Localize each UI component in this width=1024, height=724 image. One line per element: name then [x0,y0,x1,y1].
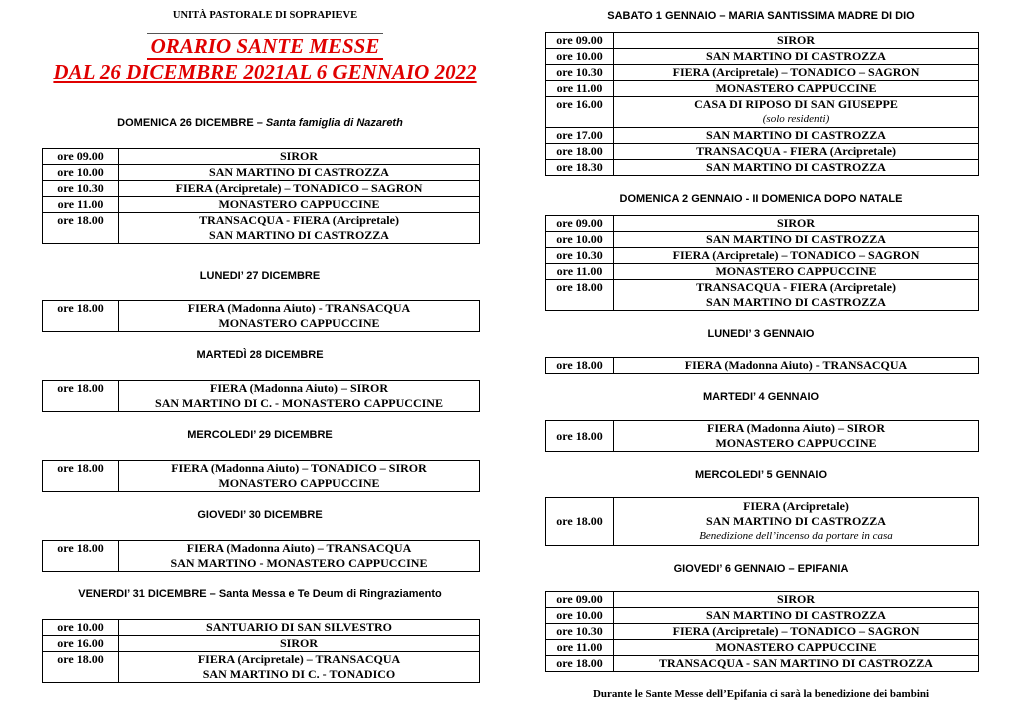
table-row [546,128,979,144]
mass-time: ore 18.00 [546,144,614,160]
mass-location: FIERA (Madonna Aiuto) - TRANSACQUA [614,358,979,374]
mass-location: SIROR [119,149,480,165]
mass-location-line: FIERA (Madonna Aiuto) – TRANSACQUA [186,541,412,555]
table-row [546,81,979,97]
mass-location-line: FIERA (Madonna Aiuto) - TRANSACQUA [187,301,411,315]
mass-location: MONASTERO CAPPUCCINE [614,81,979,97]
mass-time: ore 18.00 [43,652,119,683]
mass-time: ore 10.30 [546,65,614,81]
mass-time: ore 09.00 [546,592,614,608]
table-row [546,97,979,128]
footer-note: Durante le Sante Messe dell’Epifania ci sarà la benedizione dei bambini [592,688,930,700]
mass-location: FIERA (Arcipretale) – TONADICO – SAGRON [614,65,979,81]
table-row [43,541,480,572]
mass-location [119,461,480,492]
day-heading-feast: Santa famiglia di Nazareth [265,117,403,129]
mass-time: ore 10.30 [546,248,614,264]
mass-time: ore 10.30 [43,181,119,197]
mass-location-line: FIERA (Arcipretale) – TRANSACQUA [197,652,401,666]
mass-location [614,280,979,311]
schedule-table-5-gennaio [545,497,979,546]
table-row [546,358,979,374]
day-heading-28-dicembre: MARTEDÌ 28 DICEMBRE [196,349,324,361]
mass-location-line: FIERA (Madonna Aiuto) – SIROR [209,381,389,395]
table-row [43,165,480,181]
schedule-table-3-gennaio [545,357,979,374]
schedule-table-26-dicembre [42,148,480,244]
mass-time: ore 10.00 [546,608,614,624]
mass-time: ore 18.00 [546,498,614,546]
table-row [43,620,480,636]
mass-time: ore 10.00 [43,165,119,181]
day-heading-26-dicembre [40,117,480,129]
page-title [60,34,470,59]
mass-location: SIROR [119,636,480,652]
mass-location: SAN MARTINO DI CASTROZZA [614,128,979,144]
schedule-table-29-dicembre [42,460,480,492]
mass-time: ore 18.00 [43,381,119,412]
mass-time: ore 11.00 [546,264,614,280]
mass-time: ore 18.30 [546,160,614,176]
mass-time: ore 11.00 [43,197,119,213]
mass-time: ore 09.00 [546,33,614,49]
mass-location [119,381,480,412]
mass-note: (solo residenti) [762,113,830,125]
table-row [43,181,480,197]
table-row [546,160,979,176]
mass-location-line: TRANSACQUA - FIERA (Arcipretale) [696,280,896,294]
mass-time: ore 09.00 [546,216,614,232]
table-row [43,213,480,244]
schedule-table-31-dicembre [42,619,480,683]
day-heading-29-dicembre: MERCOLEDI’ 29 DICEMBRE [187,429,333,441]
mass-location: TRANSACQUA - FIERA (Arcipretale) [614,144,979,160]
table-row [546,498,979,546]
table-row [43,301,480,332]
table-row [43,636,480,652]
mass-time: ore 18.00 [546,358,614,374]
mass-time: ore 11.00 [546,81,614,97]
schedule-table-4-gennaio [545,420,979,452]
mass-location: SIROR [614,33,979,49]
mass-location-line: SAN MARTINO DI C. - TONADICO [202,667,396,681]
mass-time: ore 10.30 [546,624,614,640]
organization-name: UNITÀ PASTORALE DI SOPRAPIEVE [172,10,358,21]
table-row [43,197,480,213]
table-row [546,280,979,311]
mass-location-line: FIERA (Arcipretale) [743,499,849,513]
mass-location: MONASTERO CAPPUCCINE [119,197,480,213]
mass-location: SAN MARTINO DI CASTROZZA [119,165,480,181]
table-row [546,144,979,160]
schedule-table-28-dicembre [42,380,480,412]
mass-location: SAN MARTINO DI CASTROZZA [614,608,979,624]
mass-location: SANTUARIO DI SAN SILVESTRO [119,620,480,636]
schedule-table-6-gennaio [545,591,979,672]
table-row [43,652,480,683]
schedule-table-1-gennaio [545,32,979,176]
mass-location [119,213,480,244]
page-subtitle: DAL 26 DICEMBRE 2021AL 6 GENNAIO 2022 [53,60,477,84]
mass-location: FIERA (Arcipretale) – TONADICO – SAGRON [614,248,979,264]
mass-location: SIROR [614,592,979,608]
mass-location-line: FIERA (Madonna Aiuto) – SIROR [706,421,886,435]
day-heading-27-dicembre: LUNEDI’ 27 DICEMBRE [199,270,321,282]
mass-time: ore 18.00 [43,541,119,572]
mass-time: ore 09.00 [43,149,119,165]
mass-location-line: CASA DI RIPOSO DI SAN GIUSEPPE [694,97,898,111]
mass-location-line: SAN MARTINO DI CASTROZZA [209,228,389,242]
mass-location: SAN MARTINO DI CASTROZZA [614,232,979,248]
mass-time: ore 18.00 [546,280,614,311]
day-heading-text: DOMENICA 26 DICEMBRE – [117,117,266,129]
table-row [546,624,979,640]
mass-time: ore 16.00 [43,636,119,652]
table-row [546,608,979,624]
mass-location: TRANSACQUA - SAN MARTINO DI CASTROZZA [614,656,979,672]
day-heading-2-gennaio: DOMENICA 2 GENNAIO - II DOMENICA DOPO NATALE [619,193,903,205]
mass-location [614,498,979,546]
table-row [546,264,979,280]
mass-location [614,421,979,452]
day-heading-31-dicembre: VENERDI’ 31 DICEMBRE – Santa Messa e Te Deum di Ringraziamento [78,588,442,600]
table-row [546,33,979,49]
mass-location-line: SAN MARTINO DI CASTROZZA [706,295,886,309]
table-row [546,656,979,672]
table-row [546,216,979,232]
table-row [43,381,480,412]
mass-location: FIERA (Arcipretale) – TONADICO – SAGRON [614,624,979,640]
table-row [546,592,979,608]
day-heading-1-gennaio: SABATO 1 GENNAIO – MARIA SANTISSIMA MADRE DI DIO [607,10,915,22]
page-title-text: ORARIO SANTE MESSE [147,33,384,60]
mass-location-line: MONASTERO CAPPUCCINE [218,476,380,490]
mass-location [119,541,480,572]
mass-location [119,301,480,332]
mass-location-line: SAN MARTINO - MONASTERO CAPPUCCINE [170,556,428,570]
mass-time: ore 10.00 [43,620,119,636]
day-heading-6-gennaio: GIOVEDI’ 6 GENNAIO – EPIFANIA [673,563,849,575]
mass-time: ore 17.00 [546,128,614,144]
mass-location-line: SAN MARTINO DI CASTROZZA [706,514,886,528]
schedule-table-27-dicembre [42,300,480,332]
table-row [546,49,979,65]
mass-time: ore 10.00 [546,232,614,248]
mass-time: ore 16.00 [546,97,614,128]
mass-location: SAN MARTINO DI CASTROZZA [614,160,979,176]
table-row [546,421,979,452]
schedule-table-2-gennaio [545,215,979,311]
mass-time: ore 18.00 [43,461,119,492]
mass-location-line: MONASTERO CAPPUCCINE [715,436,877,450]
mass-time: ore 18.00 [546,656,614,672]
mass-location-line: FIERA (Madonna Aiuto) – TONADICO – SIROR [171,461,427,475]
mass-location: SAN MARTINO DI CASTROZZA [614,49,979,65]
mass-location: MONASTERO CAPPUCCINE [614,640,979,656]
table-row [43,149,480,165]
mass-location-line: TRANSACQUA - FIERA (Arcipretale) [199,213,399,227]
table-row [546,65,979,81]
table-row [546,232,979,248]
mass-time: ore 18.00 [43,301,119,332]
day-heading-4-gennaio: MARTEDI’ 4 GENNAIO [702,391,820,403]
mass-note: Benedizione dell’incenso da portare in casa [699,530,893,542]
mass-time: ore 18.00 [43,213,119,244]
mass-location-line: MONASTERO CAPPUCCINE [218,316,380,330]
mass-time: ore 10.00 [546,49,614,65]
mass-location: FIERA (Arcipretale) – TONADICO – SAGRON [119,181,480,197]
day-heading-3-gennaio: LUNEDI’ 3 GENNAIO [707,328,815,340]
table-row [43,461,480,492]
mass-time: ore 18.00 [546,421,614,452]
schedule-table-30-dicembre [42,540,480,572]
mass-location: MONASTERO CAPPUCCINE [614,264,979,280]
mass-time: ore 11.00 [546,640,614,656]
mass-location [614,97,979,128]
mass-location [119,652,480,683]
table-row [546,640,979,656]
table-row [546,248,979,264]
day-heading-30-dicembre: GIOVEDI’ 30 DICEMBRE [197,509,323,521]
mass-location-line: SAN MARTINO DI C. - MONASTERO CAPPUCCINE [155,396,443,410]
mass-location: SIROR [614,216,979,232]
day-heading-5-gennaio: MERCOLEDI’ 5 GENNAIO [694,469,828,481]
